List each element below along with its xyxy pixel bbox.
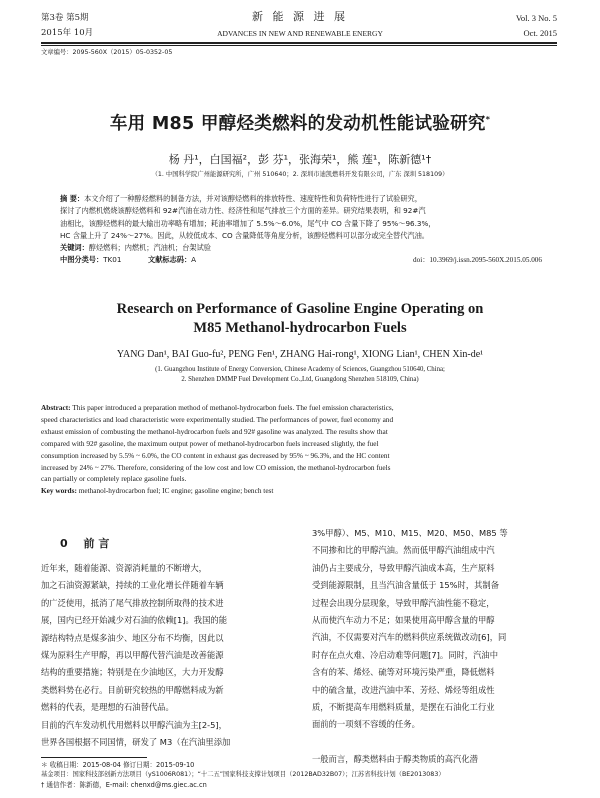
body-line: 燃料的代表，是理想的石油替代品。 bbox=[41, 702, 174, 713]
body-line: 受到能源限制，且当汽油含量低于 15%时，其制备 bbox=[312, 580, 500, 591]
abstract-cn-line: 油相比，该醇烃燃料的最大输出功率略有增加；耗油率增加了 5.5%～6.0%，尾气中 CO 含量下降了 95%～96.3%， bbox=[60, 218, 436, 228]
footnote-fund: 基金项目：国家科技部创新方法项目（yS1006R081）；“十二五”国家科技支撑计划项目（2012BAD32B07）；江苏省科技计划（BE2013083） bbox=[41, 771, 445, 778]
abstract-cn-line: HC 含量上升了 24%～27%。因此，从较低成本、CO 含量降低等角度分析，该醇烃燃料可以部分或完全替代汽油。 bbox=[60, 230, 429, 240]
abstract-cn-line: 探讨了内燃机燃烧该醇烃燃料和 92#汽油在动力性、经济性和尾气排放三个方面的差异。研究结果表明，和 92#汽 bbox=[60, 206, 426, 216]
body-line: 近年来，随着能源、资源消耗量的不断增大， bbox=[41, 563, 207, 573]
header-volume-en: Vol. 3 No. 5 bbox=[515, 13, 557, 23]
body-line: 含有的苯、烯烃、硫等对环境污染严重，降低燃料 bbox=[312, 667, 495, 678]
abstract-cn-label: 摘 要： bbox=[60, 194, 85, 203]
title-cn: 车用 M85 甲醇烃类燃料的发动机性能试验研究* bbox=[109, 114, 491, 134]
body-line: 过程会出现分层现象，导致甲醇汽油性能不稳定， bbox=[312, 597, 495, 608]
body-line: 油仍占主要成分，导致甲醇汽油成本高，生产原料 bbox=[312, 562, 495, 573]
classification-row bbox=[60, 254, 542, 266]
abstract-en-line: exhaust emission of combusting the methanol-hydrocarbon fuels and 92# gasoline was analyzed. The results show that bbox=[41, 426, 388, 436]
body-column-right bbox=[312, 525, 560, 768]
abstract-en-line: compared with 92# gasoline, the maximum output power of methanol-hydrocarbon fuels increased slightly, the fuel bbox=[41, 438, 379, 448]
header-volume-cn: 第3卷 第5期 bbox=[41, 13, 89, 23]
keywords-en: Key words: methanol-hydrocarbon fuel; IC engine; gasoline engine; bench test bbox=[41, 486, 274, 496]
header-rule-bottom bbox=[41, 45, 557, 46]
abstract-en bbox=[41, 402, 557, 497]
section-heading bbox=[60, 535, 109, 551]
abstract-en-line: Abstract: This paper introduced a preparation method of methanol-hydrocarbon fuels. The fuel emission characteristics, bbox=[41, 403, 394, 412]
title-en: Research on Performance of Gasoline Engine Operating on M85 Methanol-hydrocarbon Fuels bbox=[116, 301, 484, 336]
journal-name-cn: 新 能 源 进 展 bbox=[252, 10, 348, 23]
body-line: 不同掺和比的甲醇汽油。然而低甲醇汽油组成中汽 bbox=[312, 545, 495, 556]
document-code: 文献标志码：A bbox=[148, 255, 197, 265]
body-line: 从而使汽车动力不足；如果使用高甲醇含量的甲醇 bbox=[312, 615, 495, 626]
footnote-rule bbox=[41, 757, 147, 758]
body-column-left bbox=[41, 560, 293, 751]
body-line: 面前的一项刻不容缓的任务。 bbox=[312, 719, 420, 730]
body-line bbox=[312, 734, 560, 751]
article-number: 文章编号：2095-560X（2015）05-0352-05 bbox=[41, 49, 173, 56]
body-line: 一般而言，醇类燃料由于醇类物质的高汽化潜 bbox=[312, 753, 478, 764]
header-rule-top bbox=[41, 42, 557, 44]
abstract-en-line: increased by 24% ~ 27%. Therefore, considering of the low cost and low CO emission, the methanol-hydrocarbon fuels bbox=[41, 462, 391, 472]
body-line: 时存在点火难、冷启动难等问题[7]。同时，汽油中 bbox=[312, 649, 498, 660]
body-line: 煤为原料生产甲醇，再以甲醇代替汽油是改善能源 bbox=[41, 650, 224, 661]
authors-cn: 杨 丹¹，白国福²，彭 芬¹，张海荣¹，熊 莲¹，陈新德¹† bbox=[168, 153, 432, 166]
journal-name-en: ADVANCES IN NEW AND RENEWABLE ENERGY bbox=[217, 29, 383, 38]
header-date-cn: 2015年 10月 bbox=[41, 28, 94, 38]
abstract-en-label: Abstract: bbox=[41, 403, 71, 412]
header-date-en: Oct. 2015 bbox=[523, 28, 557, 38]
body-line: 源结构特点是煤多油少、地区分布不均衡，因此以 bbox=[41, 632, 224, 643]
affiliation-en: (1. Guangzhou Institute of Energy Conversion, Chinese Academy of Sciences, Guangzhou 510640, China; 2. Shenzhen DMMP Fuel Development Co.,Ltd, Guangdong Shenzhen 518109, China) bbox=[155, 366, 445, 383]
section-title: 前 言 bbox=[83, 537, 110, 550]
body-line: 结构的重要措施；特别是在少油地区，大力开发醇 bbox=[41, 667, 224, 678]
body-line: 目前的汽车发动机代用燃料以甲醇汽油为主[2-5]， bbox=[41, 719, 227, 730]
classification-number: 中图分类号：TK01 bbox=[60, 255, 122, 265]
abstract-en-line: can partially or completely replace gasoline fuels. bbox=[41, 474, 187, 484]
body-line: 3%甲醇）、M5、M10、M15、M20、M50、M85 等 bbox=[312, 528, 508, 538]
affiliation-cn: （1. 中国科学院广州能源研究所，广州 510640；2. 深圳市迪凯燃料开发有限公司，广东 深圳 518109） bbox=[151, 171, 449, 178]
keywords-cn: 关键词：醇烃燃料；内燃机；汽油机；台架试验 bbox=[60, 243, 211, 253]
doi: doi：10.3969/j.issn.2095-560X.2015.05.006 bbox=[413, 256, 542, 265]
body-line: 的广泛使用，抵消了尾气排放控制所取得的技术进 bbox=[41, 597, 224, 608]
footnote-corresponding: † 通信作者：陈新德，E-mail: chenxd@ms.giec.ac.cn bbox=[41, 781, 207, 789]
abstract-cn-line: 摘 要：本文介绍了一种醇烃燃料的制备方法，并对该醇烃燃料的排放特性、速度特性和负荷特性进行了试验研究， bbox=[60, 194, 422, 203]
section-number: 0 bbox=[60, 537, 68, 550]
abstract-en-line: consumption increased by 5.5% ~ 6.0%, the CO content in exhaust gas decreased by 95% ~ 96.3%, and the HC content bbox=[41, 450, 390, 460]
body-line: 类燃料势在必行。目前研究较热的甲醇燃料成为新 bbox=[41, 684, 224, 695]
abstract-en-line: speed characteristics and load characteristic were experimentally studied. The performances of power, fuel economy and bbox=[41, 414, 394, 424]
body-line: 加之石油资源紧缺，持续的工业化增长伴随着车辆 bbox=[41, 580, 224, 591]
footnote-received: ＊ 收稿日期：2015-08-04 修订日期：2015-09-10 bbox=[41, 761, 195, 769]
body-line: 质，不断提高车用燃料质量，是摆在石油化工行业 bbox=[312, 702, 495, 713]
abstract-cn bbox=[60, 193, 542, 266]
body-line: 汽油，不仅需要对汽车的燃料供应系统做改动[6]，同 bbox=[312, 632, 507, 643]
body-line: 世界各国根据不同国情，研发了 M3（在汽油里添加 bbox=[41, 737, 231, 748]
body-line: 展，国内已经开始减少对石油的依赖[1]。我国的能 bbox=[41, 615, 227, 626]
authors-en: YANG Dan¹, BAI Guo-fu², PENG Fen¹, ZHANG Hai-rong¹, XIONG Lian¹, CHEN Xin-de¹ bbox=[116, 349, 484, 360]
body-line: 中的硫含量，改进汽油中苯、芳烃、烯烃等组成性 bbox=[312, 684, 495, 695]
